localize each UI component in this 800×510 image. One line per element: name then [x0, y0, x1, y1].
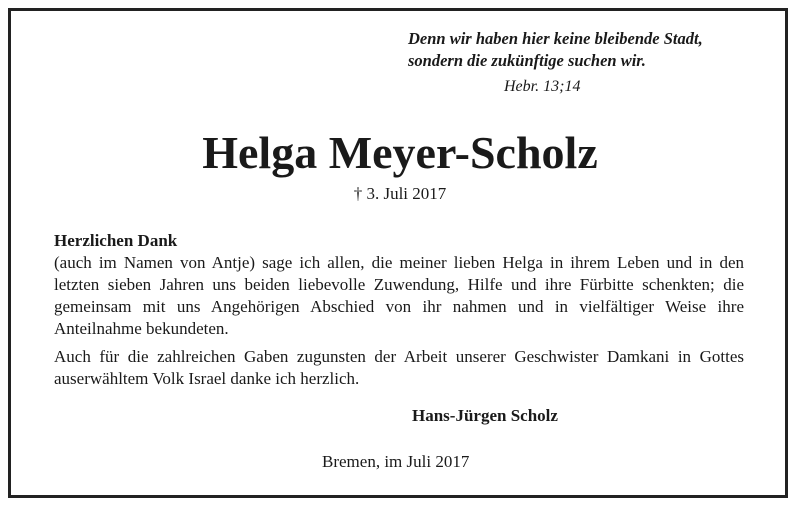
- quote-line-1: Denn wir haben hier keine bleibende Stadt,: [408, 29, 703, 48]
- bible-quote: [408, 28, 768, 72]
- thanks-message: [54, 230, 744, 390]
- quote-reference: Hebr. 13;14: [504, 78, 581, 95]
- quote-line-2: sondern die zukünftige suchen wir.: [408, 51, 646, 70]
- place-date: Bremen, im Juli 2017: [322, 452, 470, 471]
- thanks-paragraph-2: Auch für die zahlreichen Gaben zugunsten der Arbeit unserer Geschwister Damkani in Gottes auserwähltem Volk Israel danke ich herzlich.: [54, 347, 744, 388]
- thanks-heading: Herzlichen Dank: [54, 231, 178, 250]
- signature: Hans-Jürgen Scholz: [412, 406, 558, 425]
- thanks-paragraph-1: (auch im Namen von Antje) sage ich allen, die meiner lieben Helga in ihrem Leben und in den letzten sieben Jahren uns beiden liebevolle Zuwendung, Hilfe und ihre Fürbitte schenkten; die gemeinsam mit uns Angehörigen Abschied von ihr nahmen und in vielfältiger Weise ihre Anteilnahme bekundeten.: [54, 253, 744, 338]
- death-date: † 3. Juli 2017: [353, 184, 447, 203]
- deceased-name: Helga Meyer-Scholz: [202, 127, 598, 178]
